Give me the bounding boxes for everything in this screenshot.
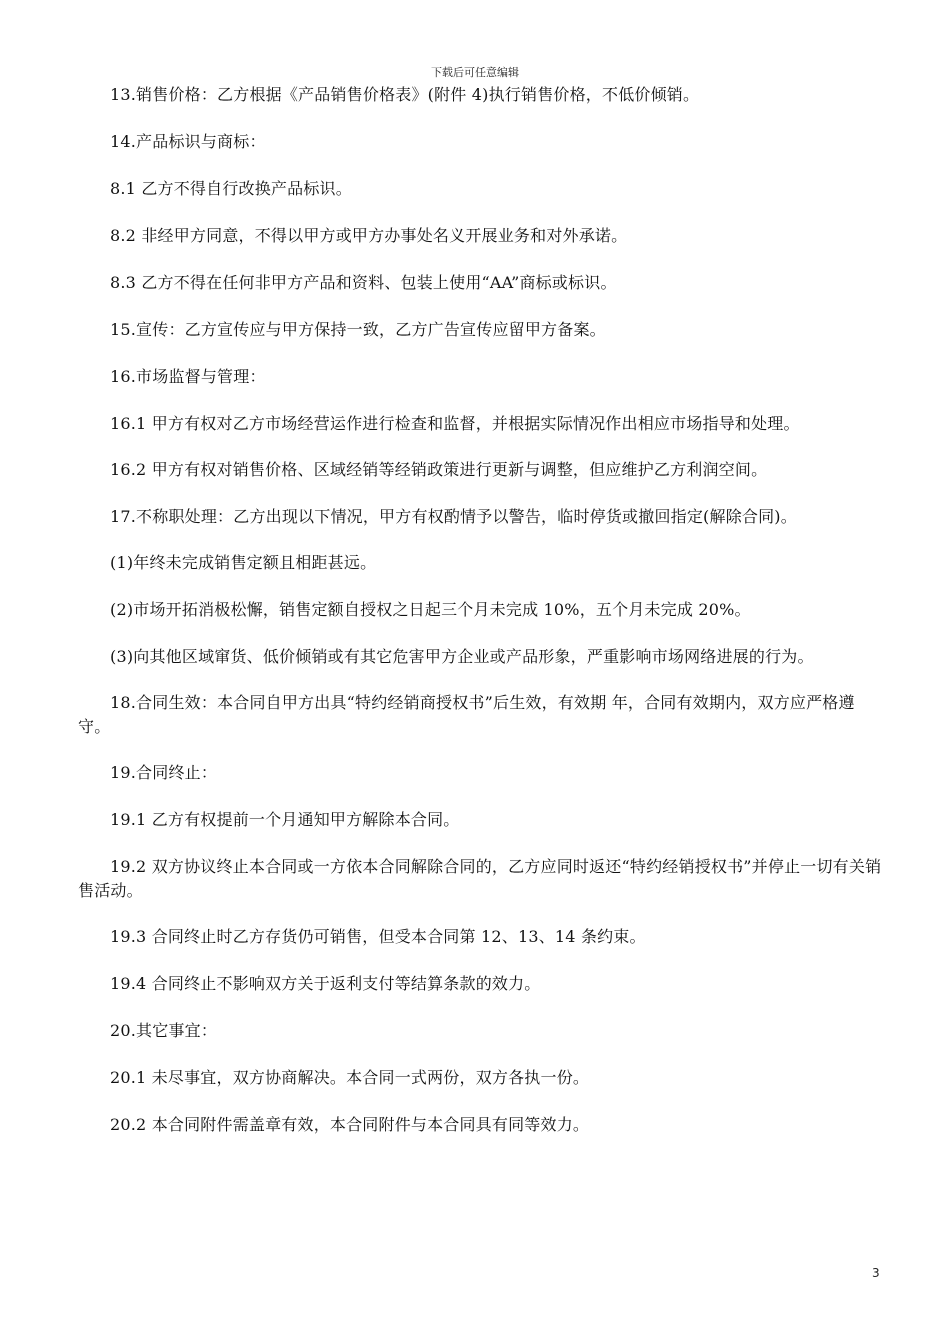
paragraph-16-1: 16.1 甲方有权对乙方市场经营运作进行检查和监督，并根据实际情况作出相应市场指导和处理。: [110, 414, 800, 433]
paragraph-20-1: 20.1 未尽事宜，双方协商解决。本合同一式两份，双方各执一份。: [110, 1068, 590, 1087]
paragraph-15-publicity: 15.宣传：乙方宣传应与甲方保持一致，乙方广告宣传应留甲方备案。: [110, 320, 606, 339]
page-header: 下载后可任意编辑: [431, 66, 519, 79]
paragraph-19-3: 19.3 合同终止时乙方存货仍可销售，但受本合同第 12、13、14 条约束。: [110, 927, 646, 946]
page-number: 3: [872, 1266, 880, 1280]
paragraph-8-1: 8.1 乙方不得自行改换产品标识。: [110, 179, 352, 198]
paragraph-17-item-3: (3)向其他区域窜货、低价倾销或有其它危害甲方企业或产品形象，严重影响市场网络进展的行为。: [110, 647, 814, 666]
paragraph-16-2: 16.2 甲方有权对销售价格、区域经销等经销政策进行更新与调整，但应维护乙方利润空间。: [110, 460, 768, 479]
paragraph-20-2: 20.2 本合同附件需盖章有效，本合同附件与本合同具有同等效力。: [110, 1115, 590, 1134]
paragraph-8-3: 8.3 乙方不得在任何非甲方产品和资料、包装上使用“AA”商标或标识。: [110, 273, 617, 292]
paragraph-16-market-supervision: 16.市场监督与管理：: [110, 367, 266, 386]
document-body: [78, 83, 886, 1160]
paragraph-19-4: 19.4 合同终止不影响双方关于返利支付等结算条款的效力。: [110, 974, 541, 993]
paragraph-14-product-marking: 14.产品标识与商标：: [110, 132, 266, 151]
paragraph-19-2: 19.2 双方协议终止本合同或一方依本合同解除合同的，乙方应同时返还“特约经销授权书”并停止一切有关销售活动。: [78, 857, 882, 900]
paragraph-19-1: 19.1 乙方有权提前一个月通知甲方解除本合同。: [110, 810, 460, 829]
paragraph-17-item-2: (2)市场开拓消极松懈，销售定额自授权之日起三个月未完成 10%，五个月未完成 20%。: [110, 600, 751, 619]
paragraph-18-effectiveness: 18.合同生效：本合同自甲方出具“特约经销商授权书”后生效，有效期 年，合同有效期内，双方应严格遵守。: [78, 693, 855, 736]
paragraph-20-other-matters: 20.其它事宜：: [110, 1021, 218, 1040]
paragraph-17-incompetence: 17.不称职处理：乙方出现以下情况，甲方有权酌情予以警告，临时停货或撤回指定(解除合同)。: [110, 507, 797, 526]
paragraph-17-item-1: (1)年终未完成销售定额且相距甚远。: [110, 553, 377, 572]
paragraph-19-termination: 19.合同终止：: [110, 763, 218, 782]
paragraph-13-sales-price: 13.销售价格：乙方根据《产品销售价格表》(附件 4)执行销售价格，不低价倾销。: [110, 85, 700, 104]
paragraph-8-2: 8.2 非经甲方同意，不得以甲方或甲方办事处名义开展业务和对外承诺。: [110, 226, 628, 245]
